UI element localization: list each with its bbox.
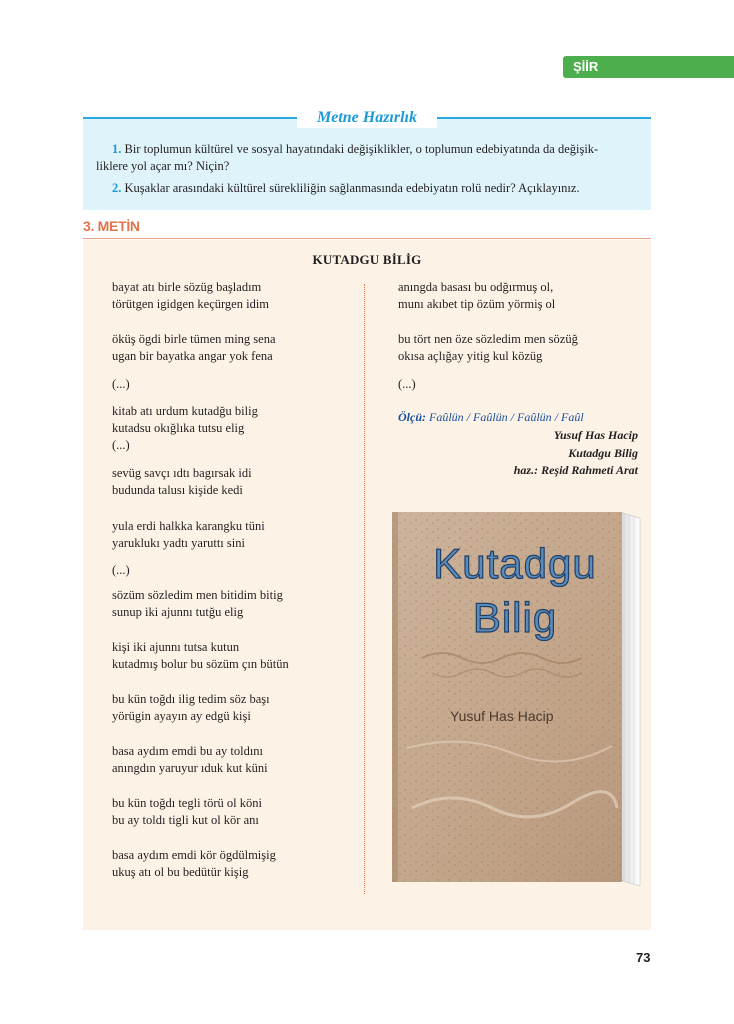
verse-line: öküş ögdi birle tümen ming sena xyxy=(112,332,276,346)
verse-line: munı akıbet tip özüm yörmiş ol xyxy=(398,297,556,311)
verse-line: sözüm sözledim men bitidim bitig xyxy=(112,588,283,602)
verse-line: kişi iki ajunnı tutsa kutun xyxy=(112,640,240,654)
question-2-number: 2. xyxy=(112,181,122,195)
stanza-left-11 xyxy=(112,743,268,777)
verse-line: ukuş atı ol bu bedütür kişig xyxy=(112,865,249,879)
column-divider xyxy=(364,284,365,894)
verse-line: bu ay toldı tigli kut ol kör anı xyxy=(112,813,259,827)
verse-line: yörügin ayayın ay edgü kişi xyxy=(112,709,251,723)
credit-work: Kutadgu Bilig xyxy=(568,446,638,460)
verse-line: törütgen igidgen keçürgen idim xyxy=(112,297,270,311)
verse-line: yula erdi halkka karangku tüni xyxy=(112,519,265,533)
meter-value: Faûlün / Faûlün / Faûlün / Faûl xyxy=(429,410,584,424)
verse-line: kitab atı urdum kutadğu bilig xyxy=(112,404,258,418)
verse-line: sevüg savçı ıdtı bagırsak idi xyxy=(112,466,252,480)
verse-line: kutadmış bolur bu sözüm çın bütün xyxy=(112,657,289,671)
credit-editor: haz.: Reşid Rahmeti Arat xyxy=(513,463,638,477)
book-author: Yusuf Has Hacip xyxy=(450,708,554,724)
stanza-left-10 xyxy=(112,691,270,725)
stanza-left-1 xyxy=(112,279,269,313)
verse-line: yaruklukı yadtı yaruttı sini xyxy=(112,536,245,550)
stanza-left-7 xyxy=(112,562,130,579)
prep-rule-left xyxy=(83,117,297,119)
verse-line: bu tört nen öze sözledim men sözüğ xyxy=(398,332,578,346)
verse-line: anıngda basası bu odğırmuş ol, xyxy=(398,280,554,294)
question-2 xyxy=(112,180,580,197)
stanza-left-12 xyxy=(112,795,262,829)
poem-title: KUTADGU BİLİG xyxy=(312,252,422,267)
prep-title-row xyxy=(83,108,651,128)
stanza-right-2 xyxy=(398,331,578,365)
credit-author: Yusuf Has Hacip xyxy=(553,428,638,442)
stanza-left-13 xyxy=(112,847,276,881)
meter-line xyxy=(398,410,584,425)
stanza-right-3 xyxy=(398,376,416,393)
verse-line: basa aydım emdi kör ögdülmişig xyxy=(112,848,276,862)
prep-title: Metne Hazırlık xyxy=(297,108,437,128)
verse-line: ugan bir bayatka angar yok fena xyxy=(112,349,273,363)
stanza-left-5 xyxy=(112,465,252,499)
verse-line: bayat atı birle sözüg başladım xyxy=(112,280,262,294)
prep-rule-right xyxy=(437,117,651,119)
verse-line: (...) xyxy=(398,377,416,391)
verse-line: (...) xyxy=(112,563,130,577)
stanza-left-4 xyxy=(112,403,258,454)
question-1-number: 1. xyxy=(112,142,122,156)
question-2-text: Kuşaklar arasındaki kültürel sürekliliğin sağlanmasında edebiyatın rolü nedir? Açıklayınız. xyxy=(124,181,580,195)
stanza-left-6 xyxy=(112,518,265,552)
book-title-line-2: Bilig xyxy=(472,594,558,641)
verse-line: kutadsu okığlıka tutsu elig xyxy=(112,421,245,435)
section-rule xyxy=(83,238,651,239)
section-tab: ŞİİR xyxy=(563,56,734,78)
verse-line: bu kün toğdı ilig tedim söz başı xyxy=(112,692,270,706)
verse-line: (...) xyxy=(112,377,130,391)
stanza-left-8 xyxy=(112,587,283,621)
verse-line: budunda talusı kişide kedi xyxy=(112,483,243,497)
verse-line: (...) xyxy=(112,438,130,452)
question-1-text: Bir toplumun kültürel ve sosyal hayatındaki değişiklikler, o toplumun edebiyatında da değişik- xyxy=(124,142,599,156)
verse-line: anıngdın yaruyur ıduk kut küni xyxy=(112,761,268,775)
verse-line: okısa açlığay yitig kul közüg xyxy=(398,349,543,363)
torn-edge xyxy=(83,918,651,934)
stanza-left-9 xyxy=(112,639,289,673)
stanza-left-2 xyxy=(112,331,276,365)
stanza-left-3 xyxy=(112,376,130,393)
question-1-line-1 xyxy=(112,141,598,158)
verse-line: sunup iki ajunnı tutğu elig xyxy=(112,605,244,619)
verse-line: basa aydım emdi bu ay toldını xyxy=(112,744,264,758)
meter-label: Ölçü: xyxy=(398,410,426,424)
section-label: 3. METİN xyxy=(83,218,140,234)
page-number: 73 xyxy=(636,950,651,965)
book-title-line-1: Kutadgu xyxy=(433,540,597,587)
verse-line: bu kün toğdı tegli törü ol köni xyxy=(112,796,262,810)
stanza-right-1 xyxy=(398,279,555,313)
question-1-line-2: liklere yol açar mı? Niçin? xyxy=(96,159,230,173)
